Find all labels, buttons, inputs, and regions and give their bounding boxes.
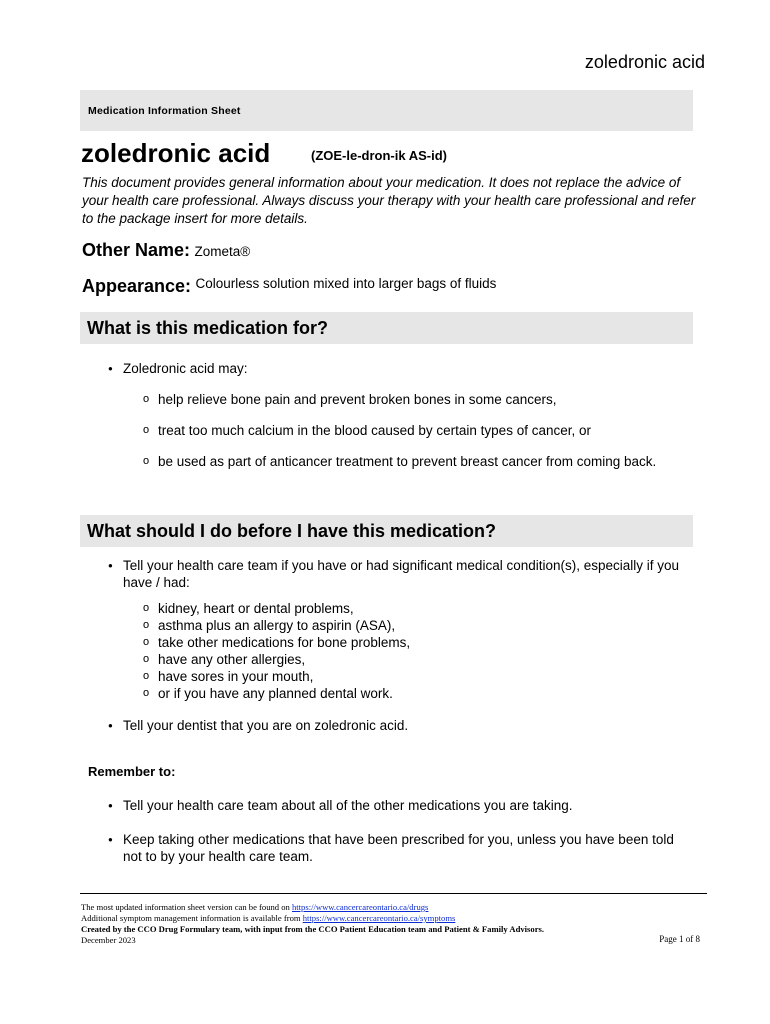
other-name-row (82, 240, 250, 261)
section2-sublist (158, 600, 410, 702)
section-heading: What is this medication for? (87, 318, 329, 338)
list-item: o have sores in your mouth, (158, 668, 410, 685)
symptoms-link[interactable]: https://www.cancercareontario.ca/symptoms (302, 913, 456, 923)
running-header: zoledronic acid (584, 52, 705, 72)
section1-list (123, 360, 248, 377)
list-item: ● Tell your health care team about all of the other medications you are taking. (123, 797, 693, 814)
appearance-label: Appearance: (82, 276, 192, 296)
list-item: o kidney, heart or dental problems, (158, 600, 410, 617)
list-item: ● Keep taking other medications that have been prescribed for you, unless you have been told not to by your health care team. (123, 831, 693, 865)
page-number: Page 1 of 8 (659, 934, 700, 944)
appearance-value: Colourless solution mixed into larger bags of fluids (195, 276, 497, 291)
section-heading-bar (80, 312, 693, 344)
footer-date: December 2023 (81, 935, 136, 945)
other-name-label: Other Name: (82, 240, 191, 260)
sheet-label-bar (80, 90, 693, 131)
section1-sublist (158, 391, 656, 470)
list-item: o asthma plus an allergy to aspirin (ASA), (158, 617, 410, 634)
list-item: o take other medications for bone problems, (158, 634, 410, 651)
list-item: ● Tell your dentist that you are on zoledronic acid. (123, 717, 408, 734)
page-title: zoledronic acid (81, 138, 271, 168)
other-name-value: Zometa® (194, 244, 251, 259)
intro-paragraph: This document provides general information about your medication. It does not replace the advice of your health care professional. Always discuss your therapy with your health care professional and refer to the package insert for more details. (82, 175, 696, 227)
footer-text: Additional symptom management information is available from (81, 913, 303, 923)
footer-line-2 (81, 913, 455, 924)
section2-list-2 (123, 717, 408, 734)
appearance-row (82, 276, 496, 297)
list-item: o be used as part of anticancer treatment to prevent breast cancer from coming back. (158, 453, 656, 470)
list-item: o or if you have any planned dental work. (158, 685, 410, 702)
footer-credit: Created by the CCO Drug Formulary team, with input from the CCO Patient Education team and Patient & Family Advisors. (81, 924, 545, 934)
list-item: o treat too much calcium in the blood caused by certain types of cancer, or (158, 422, 656, 439)
section-heading-bar (80, 515, 693, 547)
list-item: o have any other allergies, (158, 651, 410, 668)
footer-line-1 (81, 902, 428, 913)
drugs-link[interactable]: https://www.cancercareontario.ca/drugs (291, 902, 429, 912)
sheet-label: Medication Information Sheet (88, 105, 241, 117)
footer-divider (80, 893, 707, 894)
remember-heading: Remember to: (88, 764, 176, 779)
footer-text: The most updated information sheet version can be found on (81, 902, 292, 912)
section-heading: What should I do before I have this medication? (87, 521, 497, 541)
pronunciation: (ZOE-le-dron-ik AS-id) (311, 148, 448, 163)
section2-list (123, 557, 683, 591)
remember-list (123, 797, 693, 865)
list-item: ● Zoledronic acid may: (123, 360, 248, 377)
list-item: o help relieve bone pain and prevent broken bones in some cancers, (158, 391, 656, 408)
list-item: ● Tell your health care team if you have or had significant medical condition(s), especially if you have / had: (123, 557, 683, 591)
